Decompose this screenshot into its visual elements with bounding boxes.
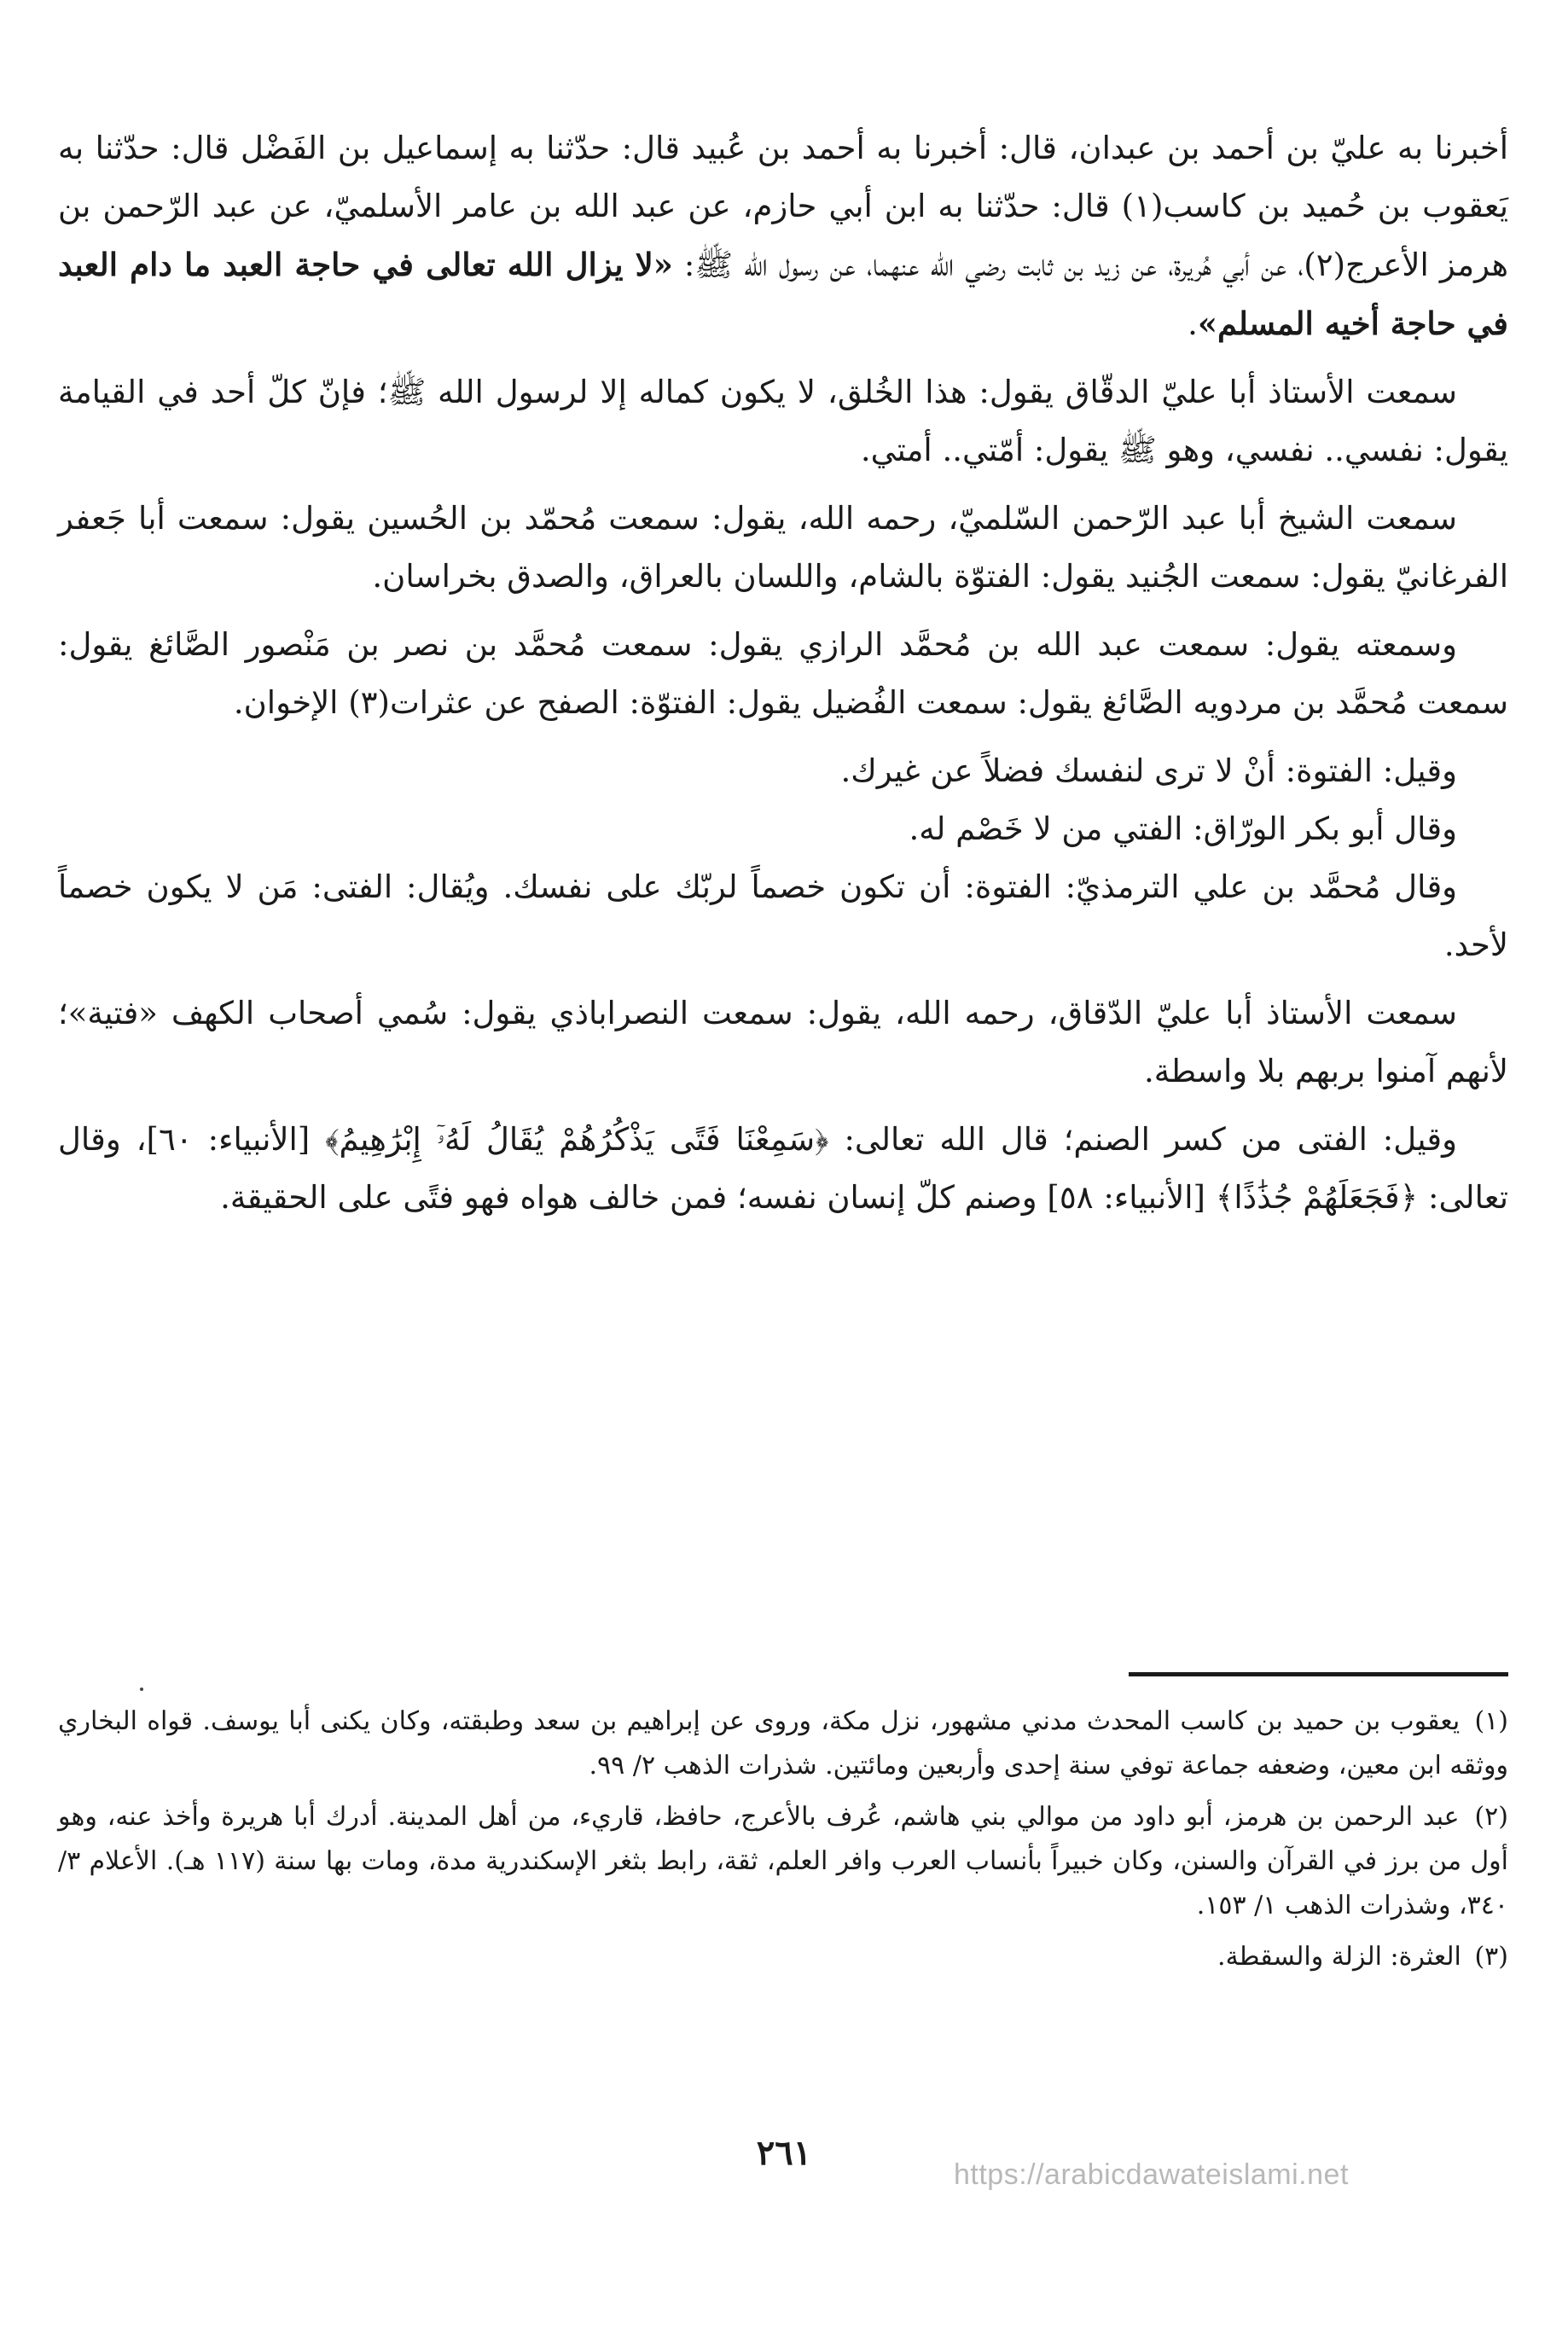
paragraph-futuwwa-1: وقيل: الفتوة: أنْ لا ترى لنفسك فضلاً عن غيرك. — [840, 752, 1457, 789]
footnote-number: (١) — [1474, 1706, 1509, 1736]
paragraph-kahf: سمعت الأستاذ أبا عليّ الدّقاق، رحمه الله، يقول: سمعت النصراباذي يقول: سُمي أصحاب الكهف «فتية»؛ لأنهم آمنوا بربهم بلا واسطة. — [58, 995, 1508, 1089]
footnote-1 — [58, 1699, 1508, 1788]
footnote-number: (٣) — [1474, 1942, 1508, 1972]
paragraph-sanam: وقيل: الفتى من كسر الصنم؛ قال الله تعالى: ﴿سَمِعْنَا فَتًى يَذْكُرُهُمْ يُقَالُ لَهُۥٓ إِبْرَٰهِيمُ﴾ [الأنبياء: ٦٠]، وقال تعالى: ﴿فَجَعَلَهُمْ جُذَٰذًا﴾ [الأنبياء: ٥٨] وصنم كلّ إنسان نفسه؛ فمن خالف هواه فهو فتًى على الحقيقة. — [58, 1121, 1508, 1216]
watermark-url: https://arabicdawateislami.net — [954, 2158, 1349, 2191]
paragraph-tirmidhi: وقال مُحمَّد بن علي الترمذيّ: الفتوة: أن تكون خصماً لربّك على نفسك. ويُقال: الفتى: مَن لا يكون خصماً لأحد. — [58, 869, 1508, 963]
paragraph-sulami: سمعت الشيخ أبا عبد الرّحمن السّلميّ، رحمه الله، يقول: سمعت مُحمّد بن الحُسين يقول: سمعت أبا جَعفر الفرغانيّ يقول: سمعت الجُنيد يقول: الفتوّة بالشام، واللسان بالعراق، والصدق بخراسان. — [58, 500, 1508, 595]
footnote-2 — [58, 1795, 1508, 1928]
page-number: ٢٦١ — [756, 2133, 812, 2173]
footnote-text: يعقوب بن حميد بن كاسب المحدث مدني مشهور، نزل مكة، وروى عن إبراهيم بن سعد وطبقته، وكان يكنى أبا يوسف. قواه البخاري ووثقه ابن معين، وضعفه جماعة توفي سنة إحدى وأربعين ومائتين. شذرات الذهب ٢/ ٩٩. — [58, 1706, 1508, 1781]
footnote-3 — [58, 1935, 1508, 1979]
paragraph-hadith — [58, 119, 1508, 353]
paragraph-razi: وسمعته يقول: سمعت عبد الله بن مُحمَّد الرازي يقول: سمعت مُحمَّد بن نصر بن مَنْصور الصَّائغ يقول: سمعت مُحمَّد بن مردويه الصَّائغ يقول: سمعت الفُضيل يقول: الفتوّة: الصفح عن عثرات(٣) الإخوان. — [58, 626, 1508, 721]
main-text — [58, 119, 1508, 1237]
footnotes — [58, 1699, 1508, 1986]
paragraph-daqqaq: سمعت الأستاذ أبا عليّ الدقّاق يقول: هذا الخُلق، لا يكون كماله إلا لرسول الله ﷺ؛ فإنّ كلّ أحد في القيامة يقول: نفسي.. نفسي، وهو ﷺ يقول: أمّتي.. أمتي. — [58, 374, 1508, 468]
footnote-divider — [1129, 1672, 1508, 1676]
hadith-quote: «لا يزال الله تعالى في حاجة العبد ما دام العبد في حاجة أخيه المسلم» — [58, 246, 1508, 342]
footnote-text: العثرة: الزلة والسقطة. — [1217, 1942, 1461, 1972]
paragraph-tail: . — [1188, 305, 1198, 342]
paragraph-text: أخبرنا به عليّ بن أحمد بن عبدان، قال: أخبرنا به أحمد بن عُبيد قال: حدّثنا به إسماعيل بن الفَضْل قال: حدّثنا به يَعقوب بن حُميد بن كاسب(١) قال: حدّثنا به ابن أبي حازم، عن عبد الله بن عامر الأسلميّ، عن عبد الرّحمن بن هرمز الأعرج(٢)، عن أبي هُريرة، عن زيد بن ثابت رضي الله عنهما، عن رسول الله ﷺ: — [58, 130, 1508, 283]
footnote-number: (٢) — [1474, 1802, 1508, 1832]
footnote-text: عبد الرحمن بن هرمز، أبو داود من موالي بني هاشم، عُرف بالأعرج، حافظ، قاريء، من أهل المدينة. أدرك أبا هريرة وأخذ عنه، وهو أول من برز في القرآن والسنن، وكان خبيراً بأنساب العرب وافر العلم، ثقة، رابط بثغر الإسكندرية مدة، ومات بها سنة (١١٧ هـ). الأعلام ٣/ ٣٤٠، وشذرات الذهب ١/ ١٥٣. — [58, 1802, 1509, 1920]
paragraph-warraq: وقال أبو بكر الورّاق: الفتي من لا خَصْم له. — [909, 810, 1457, 847]
scan-speck — [140, 1688, 143, 1691]
